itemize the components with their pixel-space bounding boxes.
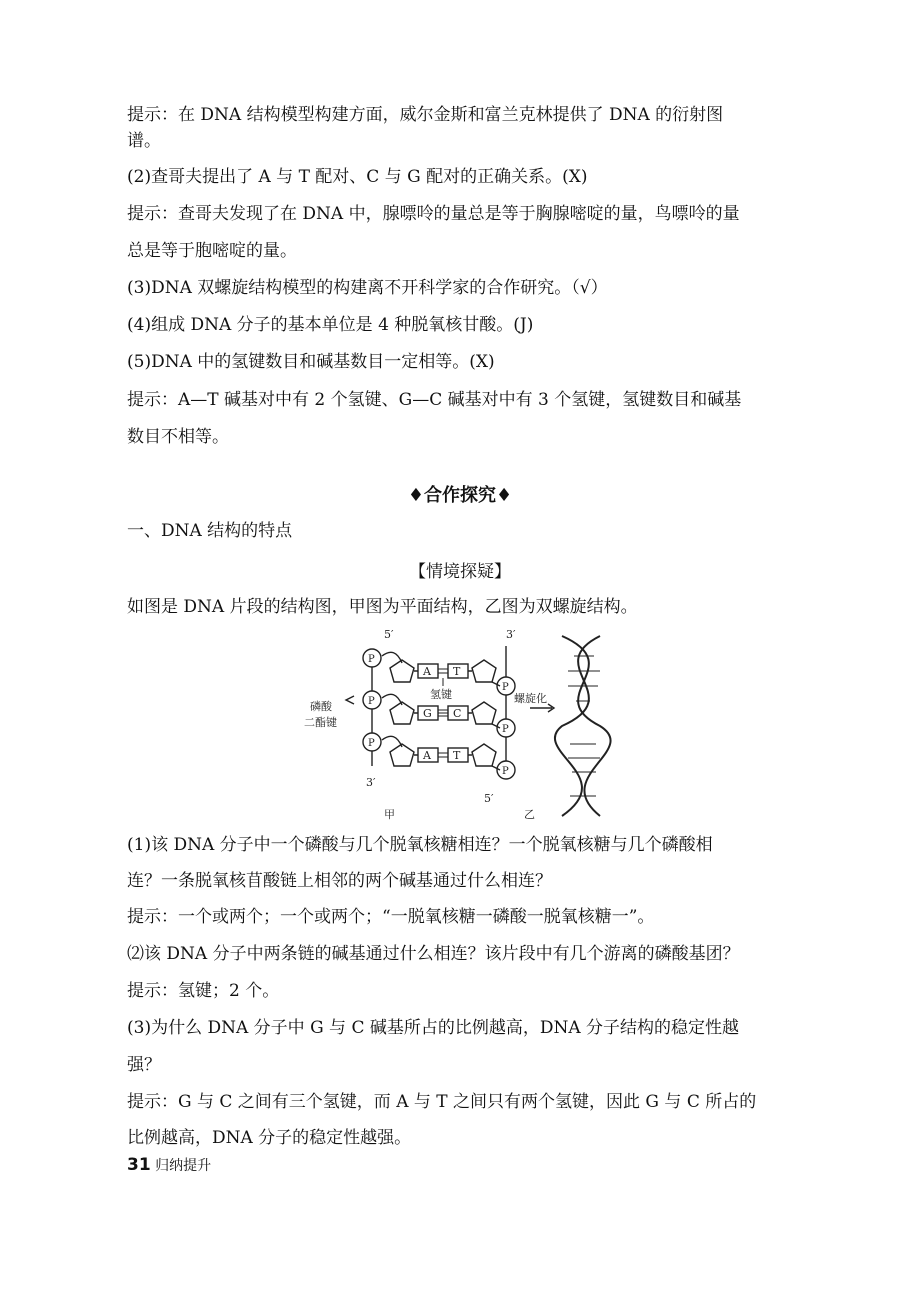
text-line: 提示：在 DNA 结构模型构建方面，威尔金斯和富兰克林提供了 DNA 的衍射图 bbox=[127, 105, 724, 125]
phosphate-label: P bbox=[368, 654, 375, 665]
text-line: 提示：氢键；2 个。 bbox=[127, 981, 280, 1001]
text-line: (3)为什么 DNA 分子中 G 与 C 碱基所占的比例越高，DNA 分子结构的稳定性越 bbox=[127, 1018, 740, 1038]
text-line: 提示：G 与 C 之间有三个氢键，而 A 与 T 之间只有两个氢键，因此 G 与 C 所占的 bbox=[127, 1092, 757, 1112]
label-3prime-bottom: 3′ bbox=[366, 776, 376, 789]
footer-number: 31 bbox=[127, 1155, 151, 1175]
text-line: 比例越高，DNA 分子的稳定性越强。 bbox=[127, 1128, 412, 1148]
text-line: 总是等于胞嘧啶的量。 bbox=[127, 241, 297, 261]
bracket-title: 【情境探疑】 bbox=[409, 562, 511, 582]
label-5prime-bottom: 5′ bbox=[484, 792, 494, 805]
helix-arrow-label: 螺旋化 bbox=[514, 692, 547, 705]
base-label: T bbox=[453, 665, 461, 678]
phosphate-label: P bbox=[502, 724, 509, 735]
base-label: G bbox=[423, 707, 432, 720]
hydrogen-bond-label: 氢键 bbox=[430, 688, 452, 701]
text-line: 谱。 bbox=[127, 131, 161, 151]
text-line: (1)该 DNA 分子中一个磷酸与几个脱氧核糖相连？一个脱氧核糖与几个磷酸相 bbox=[127, 835, 713, 855]
phosphodiester-label: 磷酸 bbox=[310, 700, 332, 713]
text-line: 强？ bbox=[127, 1055, 161, 1075]
dna-structure-figure bbox=[300, 626, 620, 824]
footer-text: 归纳提升 bbox=[155, 1158, 212, 1174]
text-line: 提示：A—T 碱基对中有 2 个氢键、G—C 碱基对中有 3 个氢键，氢键数目和碱基 bbox=[127, 390, 742, 410]
text-line: 提示：查哥夫发现了在 DNA 中，腺嘌呤的量总是等于胸腺嘧啶的量，鸟嘌呤的量 bbox=[127, 204, 740, 224]
label-5prime-top: 5′ bbox=[384, 628, 394, 641]
footer-label bbox=[127, 1155, 211, 1175]
text-line: (2)查哥夫提出了 A 与 T 配对、C 与 G 配对的正确关系。(X) bbox=[127, 167, 588, 187]
text-line: ⑵该 DNA 分子中两条链的碱基通过什么相连？该片段中有几个游离的磷酸基团？ bbox=[127, 944, 740, 964]
base-label: A bbox=[423, 665, 431, 678]
text-line: (5)DNA 中的氢键数目和碱基数目一定相等。(X) bbox=[127, 352, 495, 372]
text-line: (4)组成 DNA 分子的基本单位是 4 种脱氧核甘酸。(J) bbox=[127, 315, 534, 335]
text-line: 提示：一个或两个；一个或两个；“一脱氧核糖一磷酸一脱氧核糖一”。 bbox=[127, 907, 655, 927]
text-line: 连？一条脱氧核苜酸链上相邻的两个碱基通过什么相连？ bbox=[127, 871, 552, 891]
caption-right: 乙 bbox=[524, 808, 535, 821]
section-heading: ♦合作探究♦ bbox=[407, 485, 513, 506]
caption-left: 甲 bbox=[384, 808, 395, 821]
phosphate-label: P bbox=[368, 738, 375, 749]
text-line: (3)DNA 双螺旋结构模型的构建离不开科学家的合作研究。（√） bbox=[127, 278, 608, 298]
base-label: A bbox=[423, 749, 431, 762]
text-line: 数目不相等。 bbox=[127, 427, 229, 447]
figure-intro: 如图是 DNA 片段的结构图，甲图为平面结构，乙图为双螺旋结构。 bbox=[127, 597, 638, 617]
base-label: C bbox=[453, 707, 462, 720]
base-label: T bbox=[453, 749, 461, 762]
subsection-title: 一、DNA 结构的特点 bbox=[127, 521, 293, 541]
label-3prime-top: 3′ bbox=[506, 628, 516, 641]
phosphate-label: P bbox=[368, 696, 375, 707]
phosphate-label: P bbox=[502, 766, 509, 777]
phosphate-label: P bbox=[502, 682, 509, 693]
phosphodiester-label: 二酯键 bbox=[304, 716, 337, 729]
